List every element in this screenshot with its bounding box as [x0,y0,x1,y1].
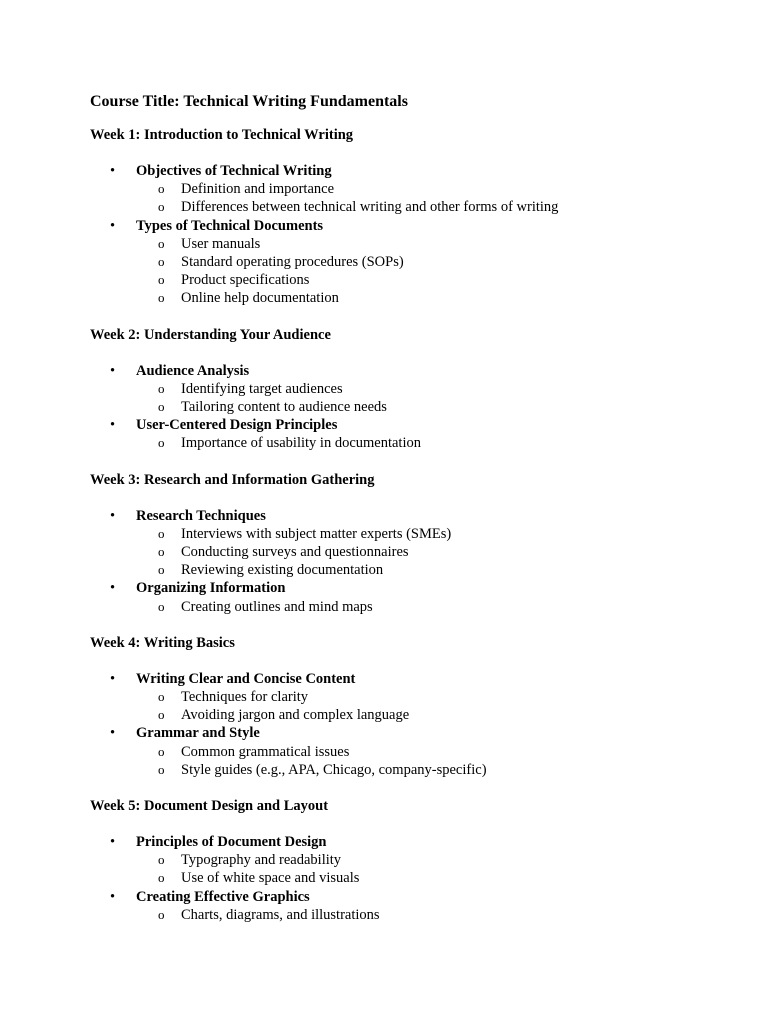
sub-bullet-marker: o [158,181,165,197]
bullet-marker: • [110,417,116,434]
topic-list [90,833,710,924]
sub-bullet-marker: o [158,525,165,541]
sub-item-text: Reviewing existing documentation [181,562,384,579]
week-section [90,126,710,308]
week-heading: Week 1: Introduction to Technical Writing [90,127,354,143]
sub-list-item [136,706,710,724]
week-section [90,326,710,453]
sub-list-item [136,525,710,543]
sub-list-item [136,869,710,887]
topic-list [90,507,710,616]
sub-list [136,851,710,887]
topic-label: Principles of Document Design [136,834,327,851]
sub-list [136,688,710,724]
sub-list [136,380,710,416]
topic-item [90,833,710,888]
sub-list-item [136,198,710,216]
sub-list-item [136,289,710,307]
sub-bullet-marker: o [158,380,165,396]
sub-list-item [136,561,710,579]
sub-bullet-marker: o [158,870,165,886]
sub-list-item [136,688,710,706]
topic-label: Objectives of Technical Writing [136,163,332,179]
bullet-marker: • [110,507,116,524]
sub-bullet-marker: o [158,235,165,251]
sub-list-item [136,743,710,761]
sub-list-item [136,543,710,561]
sub-list [136,598,710,616]
bullet-marker: • [110,163,116,179]
topic-item [90,888,710,924]
sub-list-item [136,253,710,271]
sub-list [136,743,710,779]
topic-item [90,362,710,417]
sub-bullet-marker: o [158,435,165,451]
topic-label: Types of Technical Documents [136,217,324,234]
week-heading: Week 5: Document Design and Layout [90,798,329,815]
sub-list-item [136,598,710,616]
sub-bullet-marker: o [158,544,165,560]
topic-item [90,416,710,452]
sub-item-text: Importance of usability in documentation [181,435,421,452]
sub-item-text: Interviews with subject matter experts (SMEs) [181,525,452,542]
week-section [90,797,710,924]
sub-bullet-marker: o [158,199,165,215]
sub-item-text: Standard operating procedures (SOPs) [181,254,404,271]
topic-label: Writing Clear and Concise Content [136,670,356,687]
topic-item [90,162,710,217]
sub-list-item [136,851,710,869]
week-heading: Week 3: Research and Information Gathering [90,471,375,488]
sub-item-text: Differences between technical writing and other forms of writing [181,199,559,216]
sub-item-text: Online help documentation [181,290,339,307]
topic-label: Grammar and Style [136,725,260,742]
sub-bullet-marker: o [158,562,165,578]
topic-label: User-Centered Design Principles [136,417,338,434]
sub-list-item [136,398,710,416]
sub-list [136,235,710,308]
sub-bullet-marker: o [158,707,165,723]
sub-bullet-marker: o [158,689,165,705]
week-heading: Week 2: Understanding Your Audience [90,326,331,343]
bullet-marker: • [110,834,116,851]
sub-item-text: Definition and importance [181,181,335,198]
sub-item-text: Product specifications [181,272,310,289]
topic-label: Organizing Information [136,580,286,597]
sub-item-text: Typography and readability [181,852,342,869]
sub-item-text: Conducting surveys and questionnaires [181,544,409,561]
topic-item [90,507,710,580]
bullet-marker: • [110,725,116,742]
week-section [90,634,710,779]
sub-list-item [136,235,710,253]
sub-bullet-marker: o [158,290,165,306]
weeks-container [90,126,710,924]
sub-list-item [136,180,710,198]
document-page [90,90,710,942]
sub-list [136,906,710,924]
sub-item-text: Avoiding jargon and complex language [181,707,410,724]
topic-item [90,724,710,779]
sub-item-text: Charts, diagrams, and illustrations [181,906,380,923]
bullet-marker: • [110,670,116,687]
sub-bullet-marker: o [158,399,165,415]
topic-list [90,362,710,453]
sub-item-text: Creating outlines and mind maps [181,598,373,615]
sub-list-item [136,761,710,779]
topic-label: Creating Effective Graphics [136,888,310,905]
sub-list [136,180,710,216]
topic-list [90,162,710,308]
sub-item-text: Use of white space and visuals [181,870,360,887]
sub-item-text: Identifying target audiences [181,380,343,397]
sub-item-text: Style guides (e.g., APA, Chicago, company-specific) [181,761,487,778]
bullet-marker: • [110,362,116,379]
sub-bullet-marker: o [158,743,165,759]
sub-list-item [136,906,710,924]
sub-list [136,434,710,452]
sub-bullet-marker: o [158,906,165,922]
bullet-marker: • [110,217,116,234]
sub-bullet-marker: o [158,761,165,777]
bullet-marker: • [110,580,116,597]
topic-label: Research Techniques [136,507,266,524]
sub-bullet-marker: o [158,272,165,288]
sub-list-item [136,380,710,398]
sub-list-item [136,271,710,289]
sub-item-text: Common grammatical issues [181,743,350,760]
topic-item [90,670,710,725]
sub-item-text: Tailoring content to audience needs [181,399,387,416]
topic-label: Audience Analysis [136,362,250,379]
sub-bullet-marker: o [158,254,165,270]
sub-item-text: User manuals [181,235,261,252]
sub-bullet-marker: o [158,598,165,614]
sub-list-item [136,434,710,452]
sub-list [136,525,710,580]
topic-list [90,670,710,779]
course-title: Course Title: Technical Writing Fundamentals [90,93,408,110]
week-section [90,471,710,616]
sub-bullet-marker: o [158,852,165,868]
bullet-marker: • [110,888,116,905]
topic-item [90,217,710,308]
week-heading: Week 4: Writing Basics [90,634,235,651]
sub-item-text: Techniques for clarity [181,689,309,706]
topic-item [90,579,710,615]
